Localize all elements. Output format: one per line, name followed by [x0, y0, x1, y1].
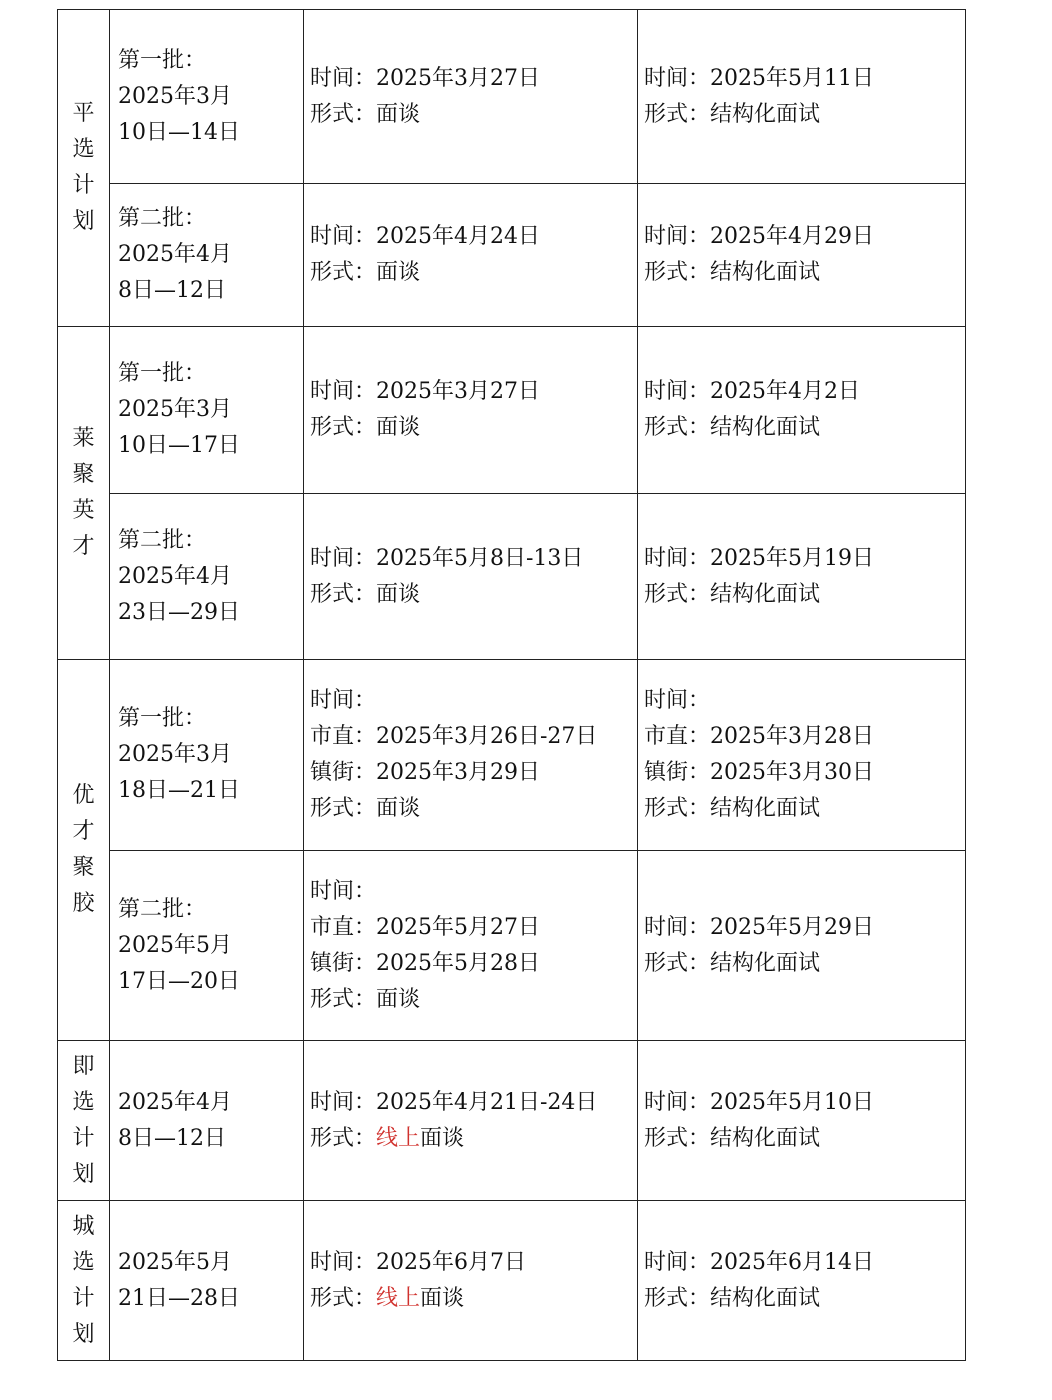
interview-time-label: 时间：: [310, 688, 377, 713]
form-value: 面谈: [376, 986, 421, 1012]
category-label: 城选计划: [72, 1213, 95, 1347]
interview-cell: [304, 1041, 638, 1201]
interview-cell: [304, 851, 638, 1041]
exam-cell: [638, 494, 966, 660]
table-row: [58, 10, 966, 184]
batch-line: 17日—20日: [118, 968, 240, 994]
batch-line: 第一批：: [118, 706, 207, 731]
table-row: [58, 184, 966, 327]
exam-time: 时间：2025年5月11日: [644, 65, 874, 91]
category-label: 平选计划: [72, 101, 95, 234]
interview-cell: [304, 184, 638, 327]
batch-cell: [110, 494, 304, 660]
batch-line: 21日—28日: [118, 1285, 240, 1311]
interview-form: [310, 982, 637, 1018]
interview-form: [310, 410, 637, 446]
category-cell: [58, 327, 110, 660]
table-row: [58, 851, 966, 1041]
exam-form: 形式：结构化面试: [644, 1125, 821, 1151]
exam-time: 时间：2025年5月19日: [644, 545, 874, 571]
batch-line: 2025年4月: [118, 242, 232, 267]
batch-line: 2025年5月: [118, 1249, 232, 1275]
batch-line: 8日—12日: [118, 278, 226, 303]
exam-cell: [638, 184, 966, 327]
form-label: 形式：: [310, 986, 377, 1012]
table-row: [58, 327, 966, 494]
exam-time: 时间：2025年4月2日: [644, 379, 860, 404]
interview-city: 市直：2025年3月26日-27日: [310, 724, 598, 749]
interview-cell: [304, 1201, 638, 1361]
exam-cell: [638, 660, 966, 851]
interview-time-label: 时间：: [310, 878, 377, 904]
interview-time: 时间：2025年5月8日-13日: [310, 545, 584, 571]
interview-cell: [304, 10, 638, 184]
interview-form: [310, 791, 637, 827]
exam-time: 时间：2025年5月10日: [644, 1089, 874, 1115]
form-label: 形式：: [310, 415, 377, 440]
exam-form: 形式：结构化面试: [644, 581, 821, 607]
exam-cell: [638, 851, 966, 1041]
batch-cell: [110, 660, 304, 851]
form-label: 形式：: [310, 581, 377, 607]
form-value: 面谈: [376, 101, 421, 127]
batch-line: 第二批：: [118, 527, 207, 553]
exam-time: 时间：2025年4月29日: [644, 224, 874, 249]
interview-time: 时间：2025年6月7日: [310, 1249, 526, 1275]
form-value: 面谈: [376, 796, 421, 821]
table-row: [58, 494, 966, 660]
exam-city: 市直：2025年3月28日: [644, 724, 874, 749]
form-label: 形式：: [310, 1285, 377, 1311]
table-row: [58, 1201, 966, 1361]
batch-line: 第二批：: [118, 896, 207, 922]
exam-form: 形式：结构化面试: [644, 1285, 821, 1311]
interview-form: [310, 1121, 637, 1157]
exam-cell: [638, 10, 966, 184]
category-cell: [58, 10, 110, 327]
interview-city: 市直：2025年5月27日: [310, 914, 540, 940]
exam-form: 形式：结构化面试: [644, 101, 821, 127]
batch-line: 10日—17日: [118, 433, 240, 458]
batch-cell: [110, 1041, 304, 1201]
form-value: 面谈: [376, 415, 421, 440]
category-cell: [58, 1201, 110, 1361]
form-value: 面谈: [376, 260, 421, 285]
interview-town: 镇街：2025年5月28日: [310, 950, 540, 976]
exam-cell: [638, 1201, 966, 1361]
interview-form: [310, 255, 637, 291]
batch-cell: [110, 327, 304, 494]
exam-cell: [638, 1041, 966, 1201]
table-row: [58, 1041, 966, 1201]
batch-cell: [110, 1201, 304, 1361]
exam-time: 时间：2025年6月14日: [644, 1249, 874, 1275]
category-label: 莱聚英才: [72, 426, 95, 559]
interview-form: [310, 577, 637, 613]
exam-time-label: 时间：: [644, 688, 711, 713]
form-label: 形式：: [310, 1125, 377, 1151]
batch-cell: [110, 184, 304, 327]
batch-line: 2025年3月: [118, 397, 232, 422]
category-cell: [58, 1041, 110, 1201]
interview-time: 时间：2025年4月21日-24日: [310, 1089, 598, 1115]
form-label: 形式：: [310, 796, 377, 821]
batch-line: 第一批：: [118, 361, 207, 386]
batch-line: 第一批：: [118, 47, 207, 73]
form-value: 面谈: [376, 581, 421, 607]
schedule-table: [57, 9, 966, 1361]
interview-time: 时间：2025年4月24日: [310, 224, 540, 249]
form-label: 形式：: [310, 260, 377, 285]
batch-cell: [110, 851, 304, 1041]
batch-line: 10日—14日: [118, 119, 240, 145]
interview-time: 时间：2025年3月27日: [310, 65, 540, 91]
interview-cell: [304, 327, 638, 494]
exam-form: 形式：结构化面试: [644, 950, 821, 976]
interview-town: 镇街：2025年3月29日: [310, 760, 540, 785]
interview-cell: [304, 660, 638, 851]
category-cell: [58, 660, 110, 1041]
batch-line: 2025年3月: [118, 742, 232, 767]
interview-cell: [304, 494, 638, 660]
exam-cell: [638, 327, 966, 494]
exam-form: 形式：结构化面试: [644, 796, 821, 821]
category-label: 即选计划: [72, 1053, 95, 1187]
batch-line: 2025年5月: [118, 932, 232, 958]
batch-cell: [110, 10, 304, 184]
form-label: 形式：: [310, 101, 377, 127]
batch-line: 第二批：: [118, 206, 207, 231]
batch-line: 18日—21日: [118, 778, 240, 803]
form-highlight: 线上: [376, 1125, 421, 1151]
form-value: 面谈: [420, 1125, 465, 1151]
batch-line: 23日—29日: [118, 599, 240, 625]
exam-time: 时间：2025年5月29日: [644, 914, 874, 940]
exam-town: 镇街：2025年3月30日: [644, 760, 874, 785]
category-label: 优才聚胶: [72, 783, 95, 916]
table-row: [58, 660, 966, 851]
form-highlight: 线上: [376, 1285, 421, 1311]
exam-form: 形式：结构化面试: [644, 260, 821, 285]
exam-form: 形式：结构化面试: [644, 415, 821, 440]
interview-form: [310, 1281, 637, 1317]
batch-line: 2025年4月: [118, 1089, 232, 1115]
interview-form: [310, 97, 637, 133]
batch-line: 8日—12日: [118, 1125, 226, 1151]
form-value: 面谈: [420, 1285, 465, 1311]
interview-time: 时间：2025年3月27日: [310, 379, 540, 404]
batch-line: 2025年3月: [118, 83, 232, 109]
batch-line: 2025年4月: [118, 563, 232, 589]
